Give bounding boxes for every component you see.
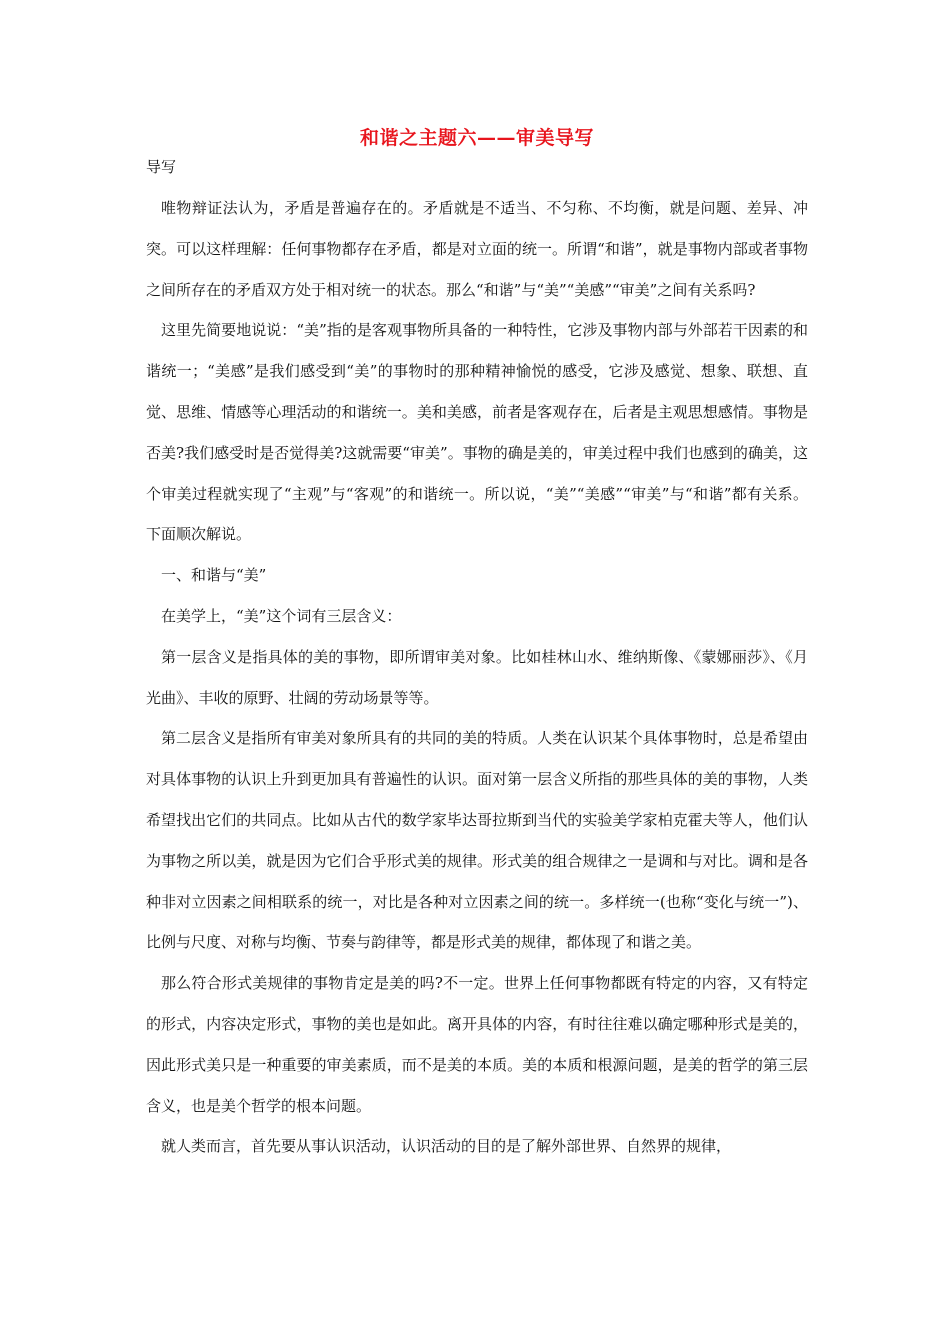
document-title: 和谐之主题六——审美导写 <box>359 127 594 149</box>
heading-harmony-and-beauty: 一、和谐与“美” <box>161 566 267 585</box>
paragraph-1: 唯物辩证法认为，矛盾是普遍存在的。矛盾就是不适当、不匀称、不均衡，就是问题、差异、冲突。可以这样理解：任何事物都存在矛盾，都是对立面的统一。所谓“和谐”，就是事物内部或者事物之间所存在的矛盾双方处于相对统一的状态。那么“和谐”与“美”“美感”“审美”之间有关系吗? <box>146 199 808 299</box>
paragraph-5: 第二层含义是指所有审美对象所具有的共同的美的特质。人类在认识某个具体事物时，总是希望由对具体事物的认识上升到更加具有普遍性的认识。面对第一层含义所指的那些具体的美的事物，人类希望找出它们的共同点。比如从古代的数学家毕达哥拉斯到当代的实验美学家柏克霍夫等人，他们认为事物之所以美，就是因为它们合乎形式美的规律。形式美的组合规律之一是调和与对比。调和是各种非对立因素之间相联系的统一，对比是各种对立因素之间的统一。多样统一(也称“变化与统一”)、比例与尺度、对称与均衡、节奏与韵律等，都是形式美的规律，都体现了和谐之美。 <box>146 729 808 952</box>
paragraph-2: 这里先简要地说说：“美”指的是客观事物所具备的一种特性，它涉及事物内部与外部若干因素的和谐统一；“美感”是我们感受到“美”的事物时的那种精神愉悦的感受，它涉及感觉、想象、联想、直觉、思维、情感等心理活动的和谐统一。美和美感，前者是客观存在，后者是主观思想感情。事物是否美?我们感受时是否觉得美?这就需要“审美”。事物的确是美的，审美过程中我们也感到的确美，这个审美过程就实现了“主观”与“客观”的和谐统一。所以说，“美”“美感”“审美”与“和谐”都有关系。下面顺次解说。 <box>146 321 808 544</box>
paragraph-6: 那么符合形式美规律的事物肯定是美的吗?不一定。世界上任何事物都既有特定的内容，又有特定的形式，内容决定形式，事物的美也是如此。离开具体的内容，有时往往难以确定哪种形式是美的，因此形式美只是一种重要的审美素质，而不是美的本质。美的本质和根源问题，是美的哲学的第三层含义，也是美个哲学的根本问题。 <box>146 974 808 1115</box>
document-page <box>146 124 808 1167</box>
paragraph-7: 就人类而言，首先要从事认识活动，认识活动的目的是了解外部世界、自然界的规律， <box>161 1137 732 1156</box>
paragraph-4: 第一层含义是指具体的美的事物，即所谓审美对象。比如桂林山水、维纳斯像、《蒙娜丽莎》、《月光曲》、丰收的原野、壮阔的劳动场景等等。 <box>146 647 808 707</box>
section-label: 导写 <box>146 158 177 176</box>
paragraph-3: 在美学上，“美”这个词有三层含义： <box>161 606 402 625</box>
